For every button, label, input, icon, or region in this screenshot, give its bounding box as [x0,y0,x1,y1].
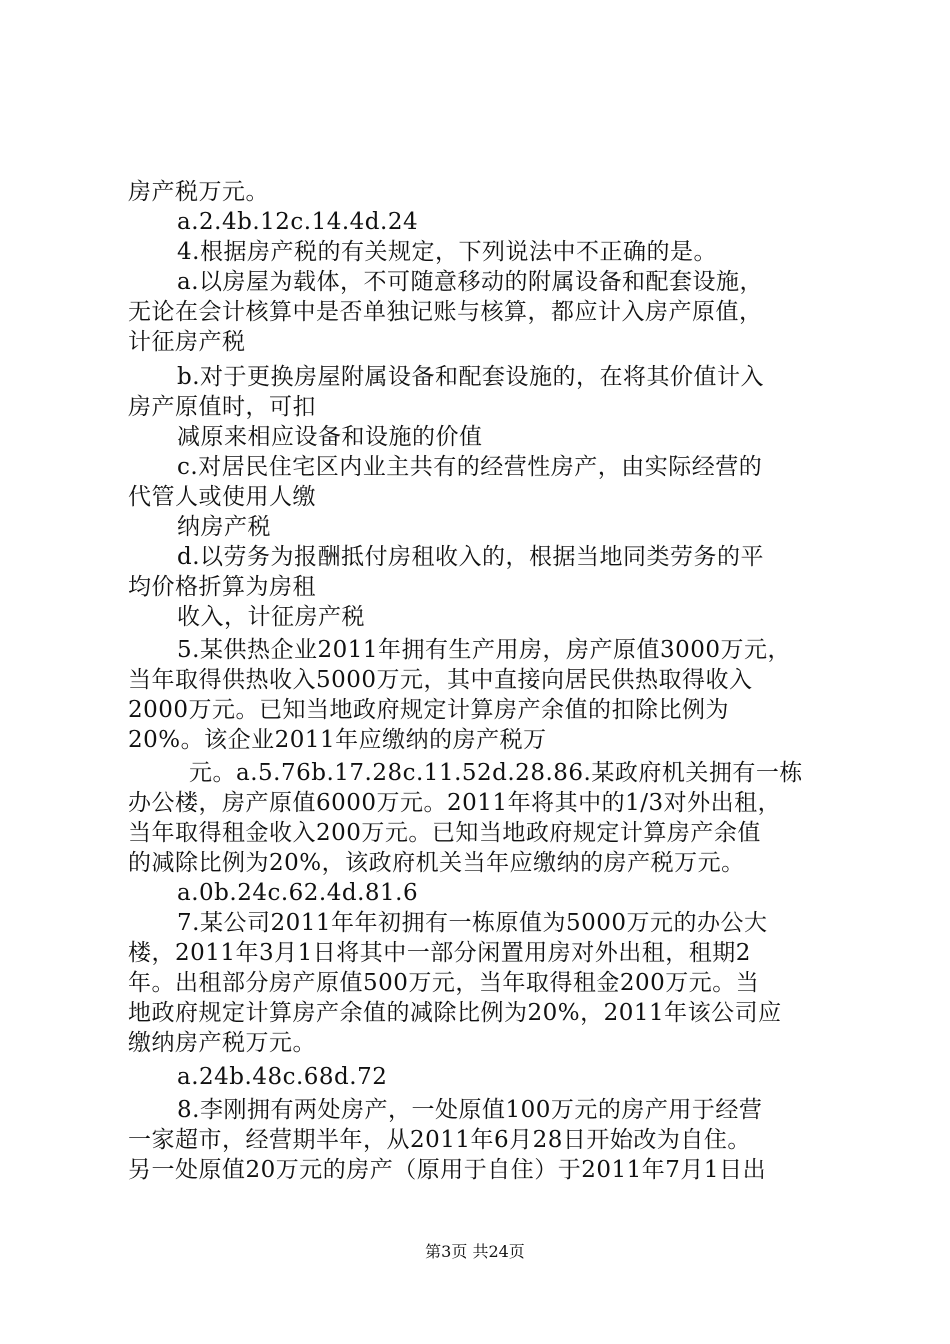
text-line: 均价格折算为房租 [128,574,316,600]
text-line: 收入，计征房产税 [177,604,365,630]
answer-options-q7: a.24b.48c.68d.72 [177,1064,388,1090]
answer-options-q3: a.2.4b.12c.14.4d.24 [177,209,419,235]
question-7: 7.某公司2011年年初拥有一栋原值为5000万元的办公大 [177,910,768,936]
text-line: 20%。该企业2011年应缴纳的房产税万 [128,727,547,753]
text-line: 无论在会计核算中是否单独记账与核算，都应计入房产原值， [128,299,763,325]
text-line: 地政府规定计算房产余值的减除比例为20%，2011年该公司应 [128,1000,782,1026]
text-line: 一家超市，经营期半年，从2011年6月28日开始改为自住。 [128,1127,751,1153]
text-line: 缴纳房产税万元。 [128,1030,316,1056]
text-line: 年。出租部分房产原值500万元，当年取得租金200万元。当 [128,970,760,996]
text-line: 纳房产税 [177,514,271,540]
text-line: 的减除比例为20%，该政府机关当年应缴纳的房产税万元。 [128,850,745,876]
option-b: b.对于更换房屋附属设备和配套设施的，在将其价值计入 [177,364,765,390]
text-line: 房产原值时，可扣 [128,394,316,420]
text-line: 当年取得供热收入5000万元，其中直接向居民供热取得收入 [128,667,753,693]
option-d: d.以劳务为报酬抵付房租收入的，根据当地同类劳务的平 [177,544,765,570]
question-5: 5.某供热企业2011年拥有生产用房，房产原值3000万元， [177,637,792,663]
option-c: c.对居民住宅区内业主共有的经营性房产，由实际经营的 [177,454,763,480]
text-line: 元。a.5.76b.17.28c.11.52d.28.86.某政府机关拥有一栋 [189,760,803,786]
text-line: 房产税万元。 [128,179,269,205]
text-line: 减原来相应设备和设施的价值 [177,424,483,450]
text-line: 办公楼，房产原值6000万元。2011年将其中的1/3对外出租， [128,790,782,816]
text-line: 另一处原值20万元的房产（原用于自住）于2011年7月1日出 [128,1157,767,1183]
question-4: 4.根据房产税的有关规定，下列说法中不正确的是。 [177,239,717,265]
text-line: 计征房产税 [128,329,246,355]
text-line: 2000万元。已知当地政府规定计算房产余值的扣除比例为 [128,697,730,723]
text-line: 当年取得租金收入200万元。已知当地政府规定计算房产余值 [128,820,761,846]
text-line: 代管人或使用人缴 [128,484,316,510]
page-number-footer: 第3页 共24页 [425,1242,525,1261]
answer-options-q6: a.0b.24c.62.4d.81.6 [177,880,419,906]
option-a: a.以房屋为载体，不可随意移动的附属设备和配套设施， [177,269,764,295]
text-line: 楼，2011年3月1日将其中一部分闲置用房对外出租，租期2 [128,940,751,966]
question-8: 8.李刚拥有两处房产，一处原值100万元的房产用于经营 [177,1097,763,1123]
